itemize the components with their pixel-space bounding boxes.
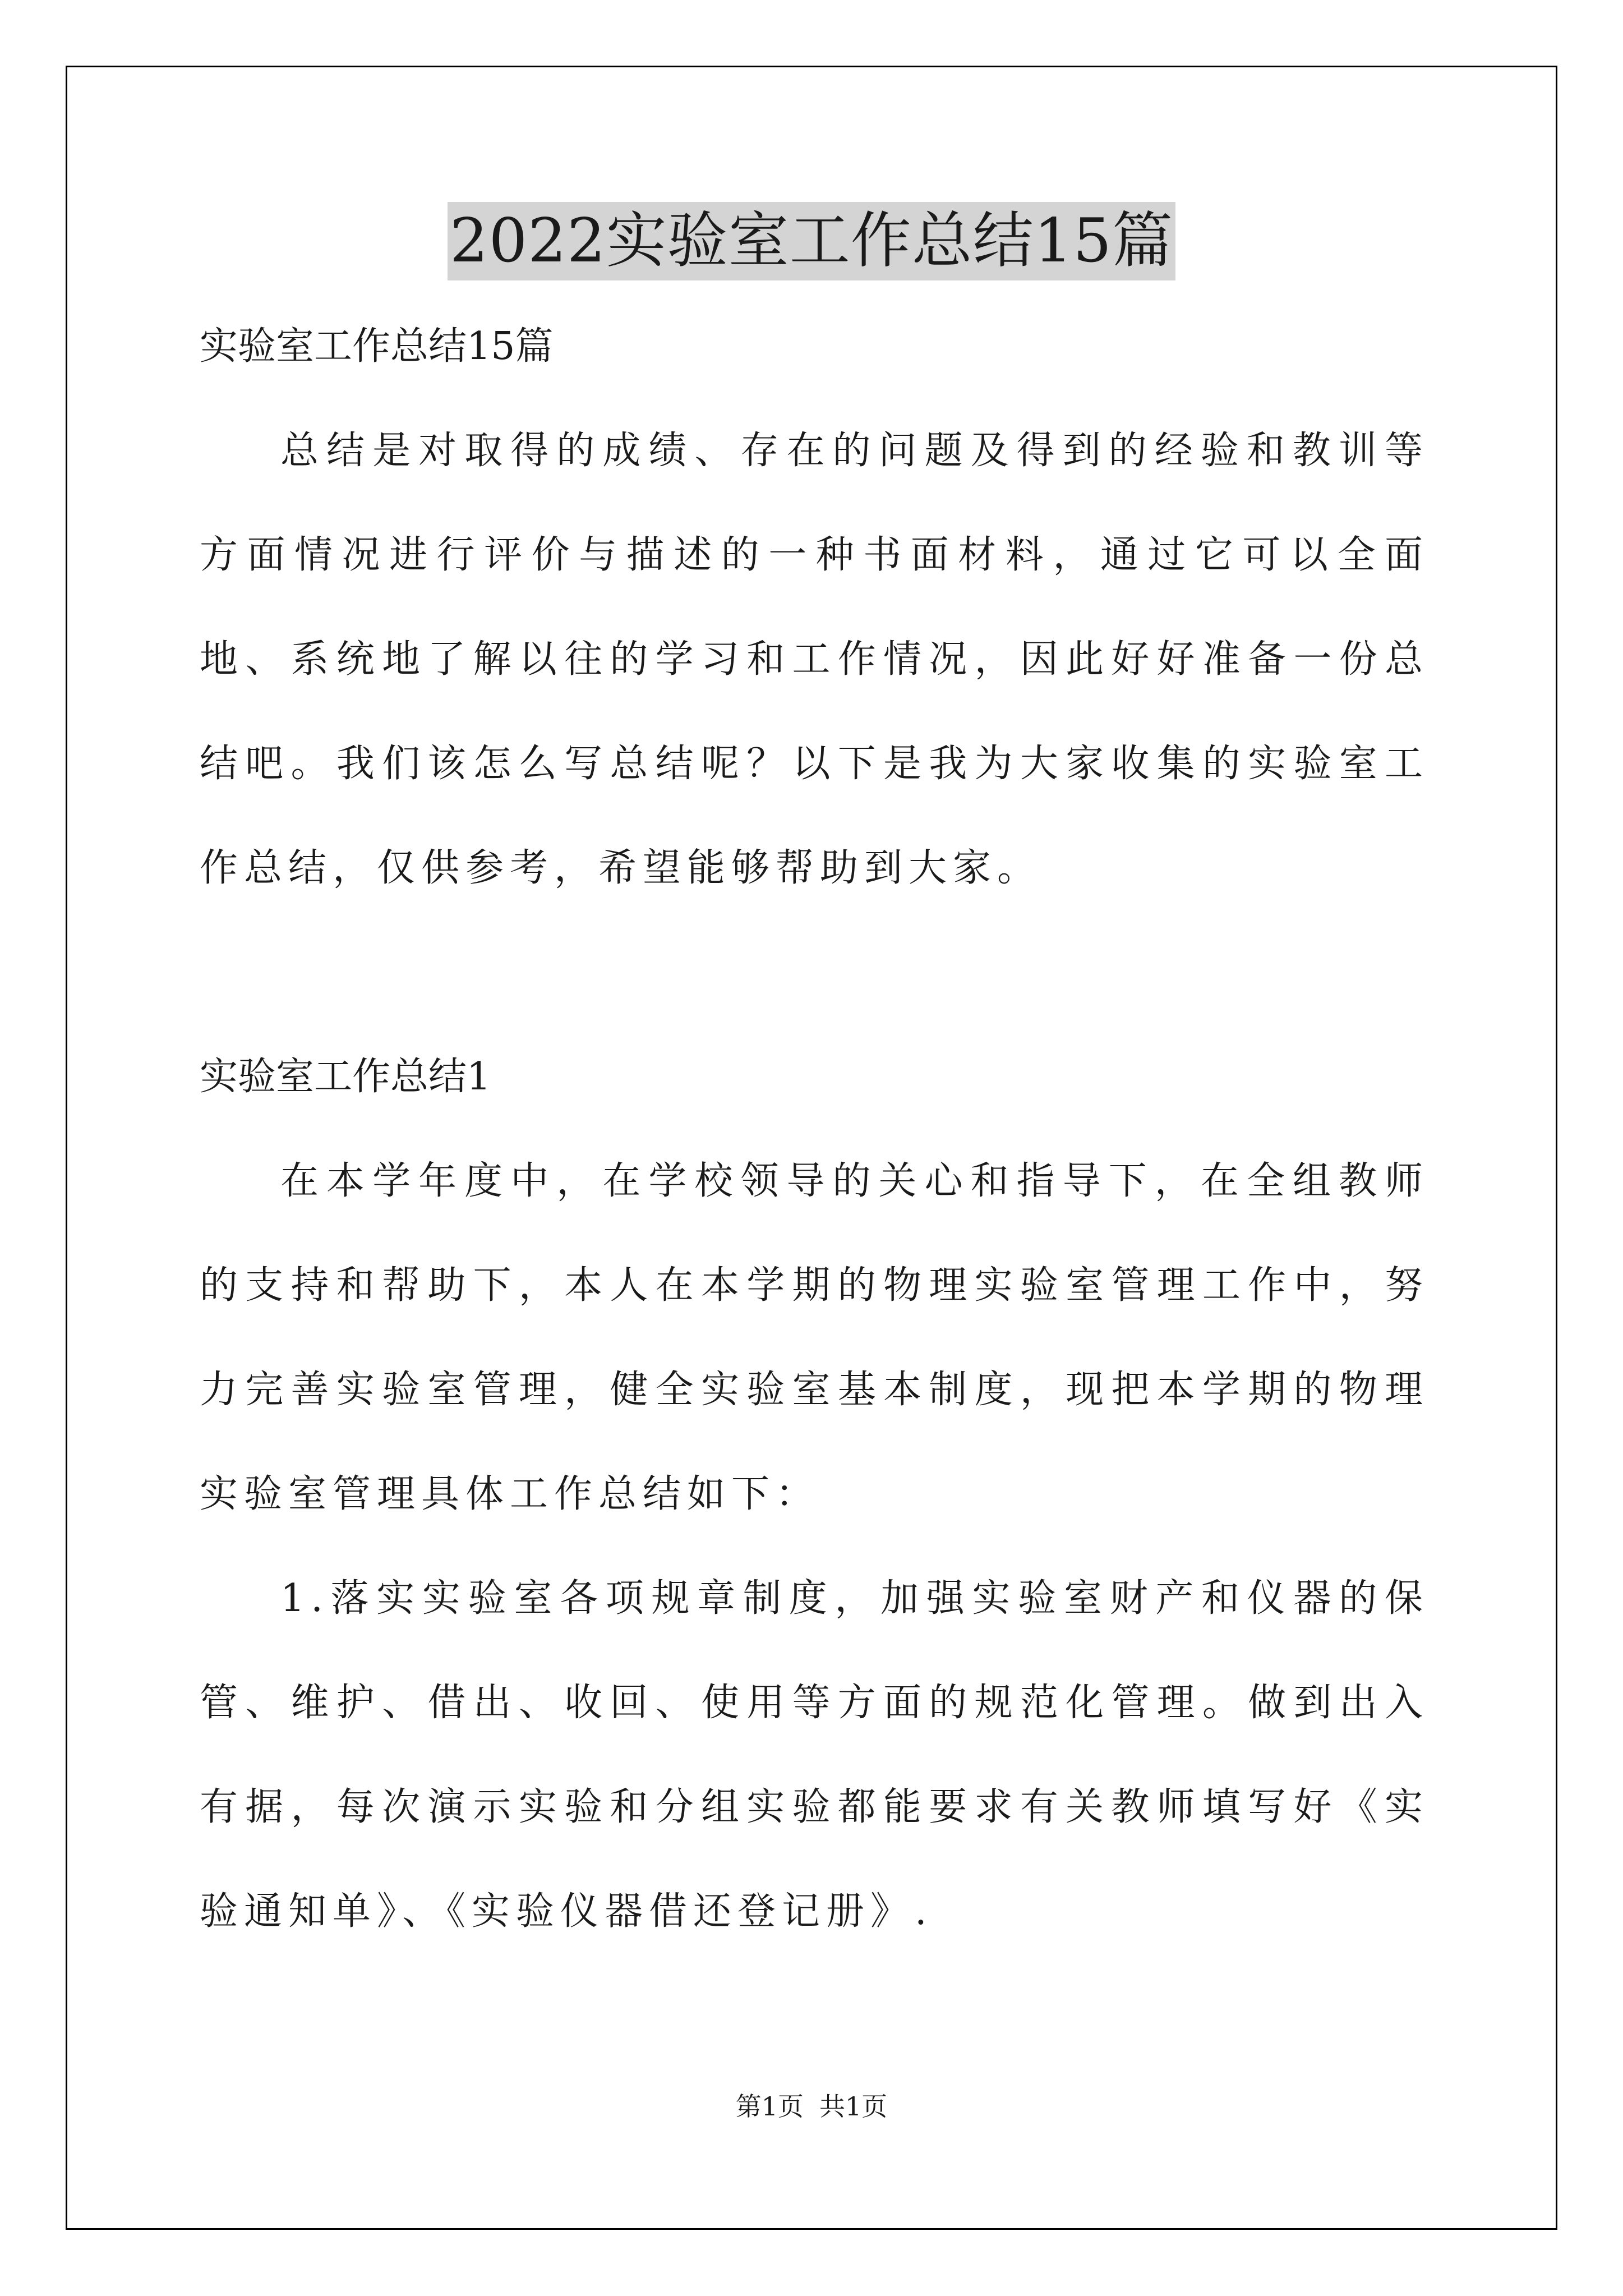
blank-line <box>200 921 1429 1025</box>
document-title: 2022实验室工作总结15篇 <box>448 202 1175 280</box>
title-container <box>0 202 1623 280</box>
page-total: 共1页 <box>819 2091 888 2122</box>
page-footer <box>0 2090 1623 2123</box>
section-paragraph: 在本学年度中，在学校领导的关心和指导下，在全组教师的支持和帮助下，本人在本学期的物理实验室管理工作中，努力完善实验室管理，健全实验室基本制度，现把本学期的物理实验室管理具体工作总结如下： <box>200 1159 1429 1516</box>
intro-paragraph: 总结是对取得的成绩、存在的问题及得到的经验和教训等方面情况进行评价与描述的一种书面材料，通过它可以全面地、系统地了解以往的学习和工作情况，因此好好准备一份总结吧。我们该怎么写总结呢？以下是我为大家收集的实验室工作总结，仅供参考，希望能够帮助到大家。 <box>200 429 1429 890</box>
section-paragraph-item: 1.落实实验室各项规章制度，加强实验室财产和仪器的保管、维护、借出、收回、使用等方面的规范化管理。做到出入有据，每次演示实验和分组实验都能要求有关教师填写好《实验通知单》、《实验仪器借还登记册》. <box>200 1576 1429 1934</box>
document-body <box>200 295 1429 1964</box>
page-number: 第1页 <box>735 2091 804 2122</box>
section-heading: 实验室工作总结1 <box>200 1055 491 1099</box>
subtitle: 实验室工作总结15篇 <box>200 324 554 369</box>
